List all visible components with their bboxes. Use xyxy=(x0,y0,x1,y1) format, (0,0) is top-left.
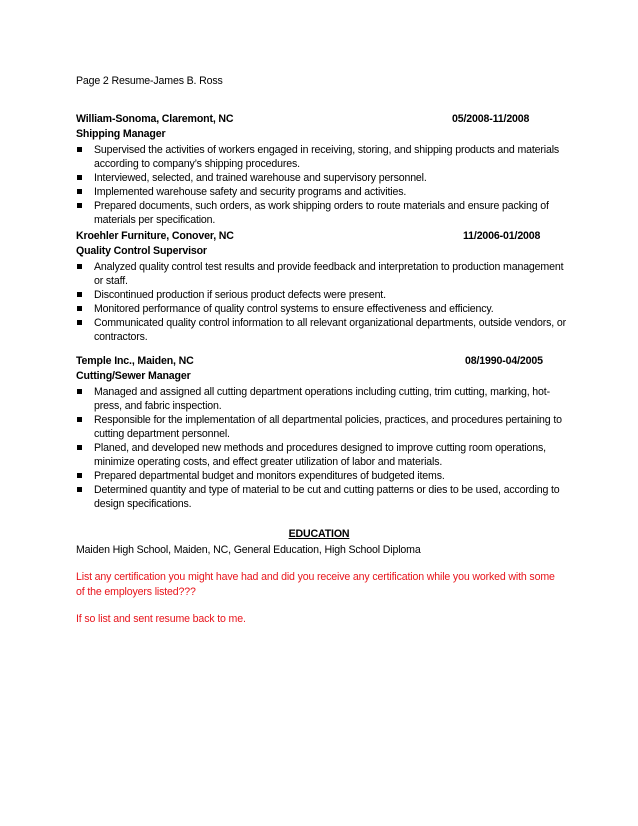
job-heading xyxy=(76,355,566,370)
bullet-icon xyxy=(77,306,82,311)
duty-text: Discontinued production if serious product defects were present. xyxy=(94,289,386,301)
duty-item xyxy=(76,316,566,344)
duty-item xyxy=(76,260,566,288)
duty-text: Interviewed, selected, and trained warehouse and supervisory personnel. xyxy=(94,172,427,184)
bullet-icon xyxy=(77,147,82,152)
bullet-icon xyxy=(77,389,82,394)
company-name: Temple Inc., Maiden, NC xyxy=(76,355,194,367)
company-name: William-Sonoma, Claremont, NC xyxy=(76,113,234,125)
bullet-icon xyxy=(77,292,82,297)
duty-item xyxy=(76,441,566,469)
company-name: Kroehler Furniture, Conover, NC xyxy=(76,230,234,242)
duty-item xyxy=(76,413,566,441)
bullet-icon xyxy=(77,175,82,180)
job-title: Cutting/Sewer Manager xyxy=(76,370,191,382)
duty-item xyxy=(76,288,566,302)
bullet-icon xyxy=(77,189,82,194)
job-heading xyxy=(76,230,566,245)
duty-list xyxy=(76,143,566,227)
job-heading xyxy=(76,113,566,128)
duty-item xyxy=(76,385,566,413)
page-header: Page 2 Resume-James B. Ross xyxy=(76,75,223,87)
employment-dates: 08/1990-04/2005 xyxy=(465,355,543,367)
bullet-icon xyxy=(77,320,82,325)
job-entry xyxy=(76,355,566,511)
certification-note: List any certification you might have had and did you receive any certification while you worked with some of the employers listed??? xyxy=(76,571,555,598)
duty-text: Determined quantity and type of material to be cut and cutting patterns or dies to be used, according to design specifications. xyxy=(94,484,560,510)
duty-text: Communicated quality control information to all relevant organizational departments, outside vendors, or contractors. xyxy=(94,317,566,343)
bullet-icon xyxy=(77,203,82,208)
duty-text: Planed, and developed new methods and procedures designed to improve cutting room operations, minimize operating costs, and effect greater utilization of labor and materials. xyxy=(94,442,546,468)
job-entry xyxy=(76,113,566,227)
duty-item xyxy=(76,185,566,199)
job-title: Quality Control Supervisor xyxy=(76,245,207,257)
duty-item xyxy=(76,469,566,483)
duty-item xyxy=(76,171,566,185)
duty-item xyxy=(76,483,566,511)
duty-text: Prepared documents, such orders, as work shipping orders to route materials and ensure packing of materials per specification. xyxy=(94,200,549,226)
bullet-icon xyxy=(77,264,82,269)
duty-text: Analyzed quality control test results and provide feedback and interpretation to production management or staff. xyxy=(94,261,564,287)
duty-item xyxy=(76,143,566,171)
employment-dates: 11/2006-01/2008 xyxy=(463,230,541,242)
employment-dates: 05/2008-11/2008 xyxy=(452,113,530,125)
duty-text: Implemented warehouse safety and security programs and activities. xyxy=(94,186,407,198)
education-heading: EDUCATION xyxy=(288,528,350,540)
bullet-icon xyxy=(77,473,82,478)
duty-text: Prepared departmental budget and monitors expenditures of budgeted items. xyxy=(94,470,445,482)
duty-text: Supervised the activities of workers engaged in receiving, storing, and shipping products and materials according to company’s shipping procedures. xyxy=(94,144,560,170)
duty-list xyxy=(76,385,566,511)
duty-text: Managed and assigned all cutting department operations including cutting, trim cutting, marking, hot-press, and fabric inspection. xyxy=(94,386,550,412)
send-back-note: If so list and sent resume back to me. xyxy=(76,613,246,625)
job-title: Shipping Manager xyxy=(76,128,166,140)
duty-text: Responsible for the implementation of all departmental policies, practices, and procedures pertaining to cutting department personnel. xyxy=(94,414,562,440)
duty-item xyxy=(76,199,566,227)
duty-item xyxy=(76,302,566,316)
duty-text: Monitored performance of quality control systems to ensure effectiveness and efficiency. xyxy=(94,303,494,315)
duty-list xyxy=(76,260,566,344)
job-entry xyxy=(76,230,566,344)
bullet-icon xyxy=(77,487,82,492)
education-details: Maiden High School, Maiden, NC, General Education, High School Diploma xyxy=(76,544,421,556)
bullet-icon xyxy=(77,417,82,422)
bullet-icon xyxy=(77,445,82,450)
